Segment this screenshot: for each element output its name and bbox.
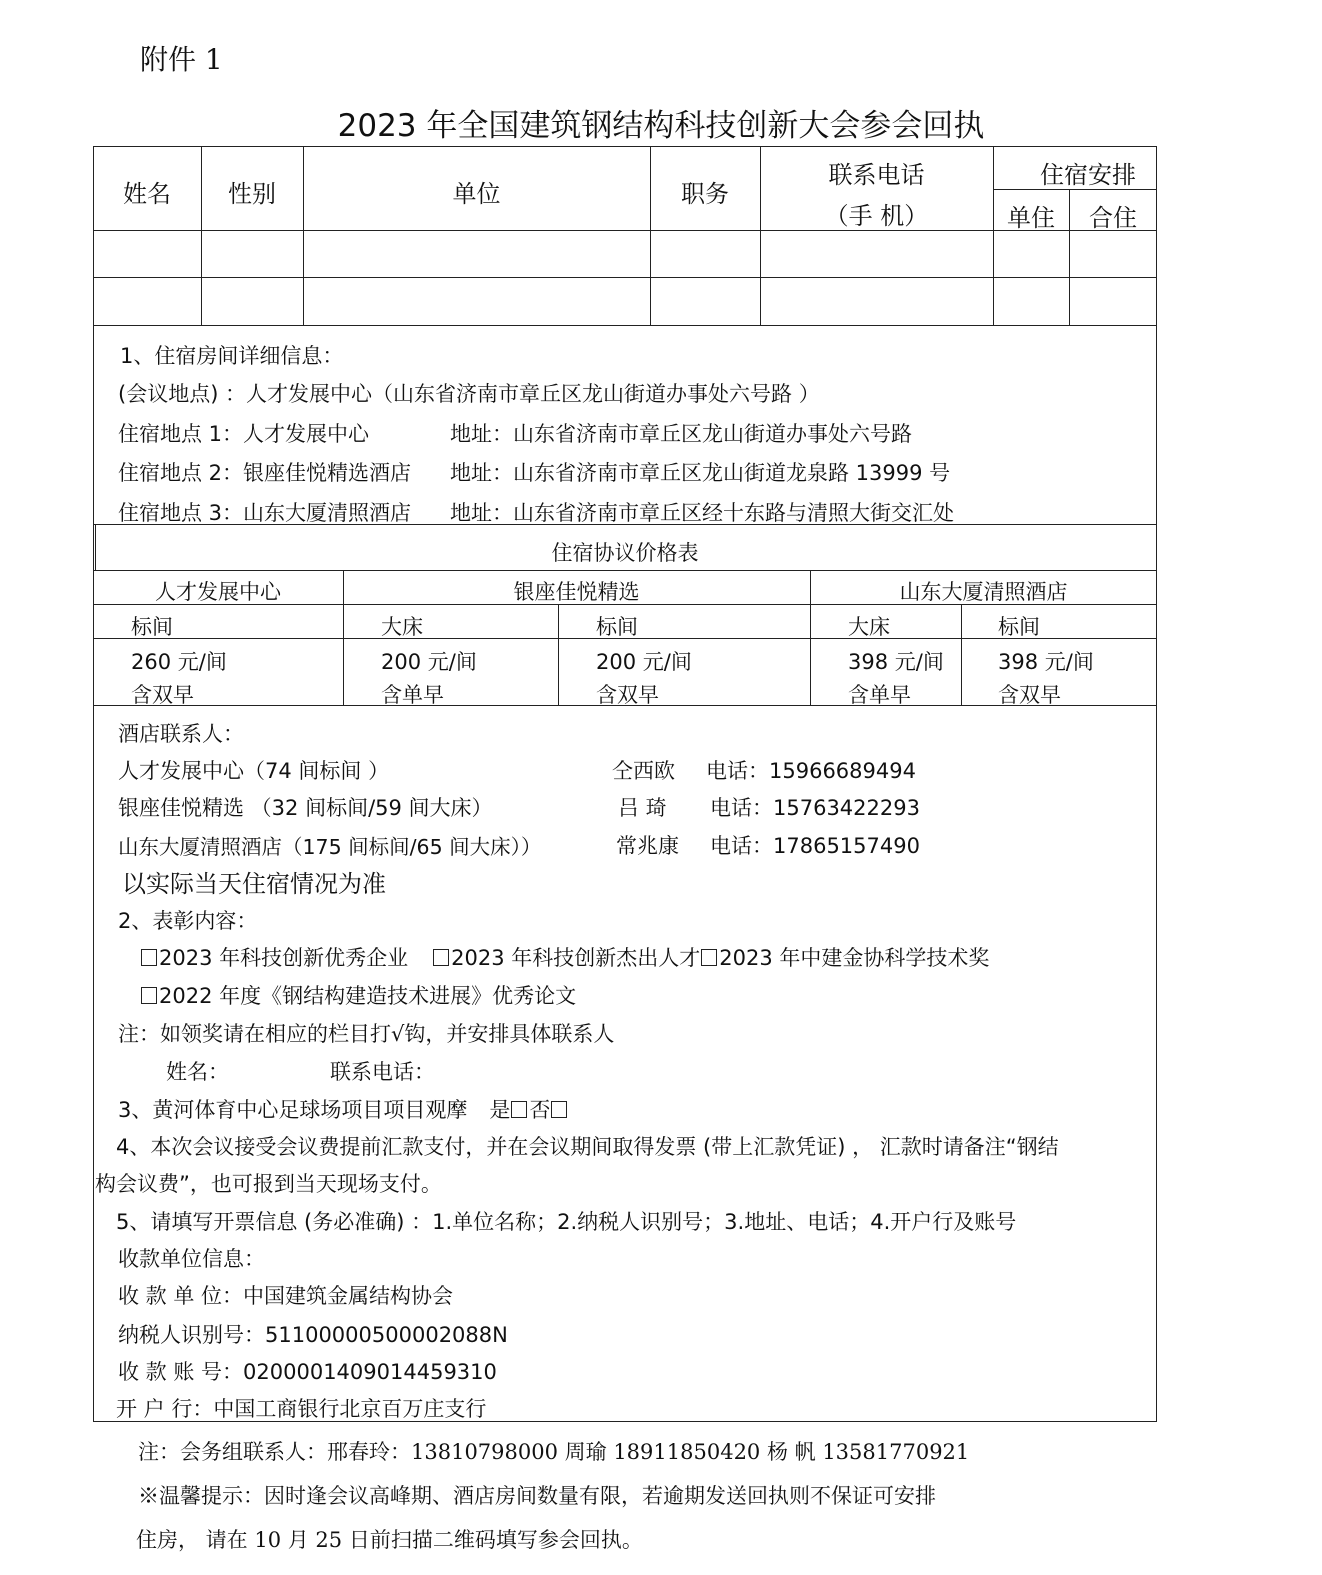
checkbox-award-3[interactable] bbox=[701, 949, 717, 966]
checkbox-yes[interactable] bbox=[511, 1101, 527, 1118]
payee-heading: 收款单位信息： bbox=[118, 1247, 265, 1271]
room-breakfast-1: 含双早 bbox=[131, 683, 194, 707]
checkbox-award-1[interactable] bbox=[141, 949, 157, 966]
reminder-line1: ※温馨提示：因时逢会议高峰期、酒店房间数量有限，若逾期发送回执则不保证可安排 bbox=[138, 1484, 936, 1508]
awards-row-1 bbox=[140, 942, 989, 972]
room-breakfast-5: 含双早 bbox=[998, 683, 1061, 707]
contact-hotel-3: 山东大厦清照酒店（175 间标间/65 间大床）） bbox=[118, 835, 542, 859]
awards-phone-label: 联系电话： bbox=[330, 1060, 435, 1084]
payee-bank: 开 户 行：中国工商银行北京百万庄支行 bbox=[116, 1397, 487, 1421]
award-2-label: 2023 年科技创新杰出人才 bbox=[451, 946, 701, 970]
organizer-contacts: 注：会务组联系人：邢春玲：13810798000 周瑜 18911850420 杨 帆 13581770921 bbox=[138, 1440, 970, 1464]
awards-row-2 bbox=[140, 980, 576, 1010]
room-type-2: 大床 bbox=[381, 615, 423, 639]
lodging-place-3: 住宿地点 3：山东大厦清照酒店 bbox=[118, 501, 412, 525]
awards-name-label: 姓名： bbox=[166, 1060, 229, 1084]
room-price-5: 398 元/间 bbox=[998, 650, 1094, 674]
contact-person-1: 仝西欧 bbox=[612, 759, 675, 783]
contact-phone-1: 电话：15966689494 bbox=[706, 759, 916, 783]
meeting-venue: (会议地点) ：人才发展中心（山东省济南市章丘区龙山街道办事处六号路 ） bbox=[118, 382, 820, 406]
item3-yes-label: 是 bbox=[489, 1098, 511, 1122]
item3-text: 3、黄河体育中心足球场项目项目观摩 bbox=[118, 1098, 468, 1122]
header-phone-mobile: （手 机） bbox=[824, 202, 929, 230]
lodging-address-2: 地址：山东省济南市章丘区龙山街道龙泉路 13999 号 bbox=[450, 461, 951, 485]
header-gender: 性别 bbox=[228, 180, 276, 208]
contact-phone-2: 电话：15763422293 bbox=[710, 796, 920, 820]
room-type-1: 标间 bbox=[131, 615, 173, 639]
award-1-label: 2023 年科技创新优秀企业 bbox=[159, 946, 409, 970]
room-type-4: 大床 bbox=[848, 615, 890, 639]
header-unit: 单位 bbox=[452, 180, 501, 208]
price-table-title: 住宿协议价格表 bbox=[551, 541, 699, 565]
price-hotel-2: 银座佳悦精选 bbox=[513, 580, 640, 604]
checkbox-award-2[interactable] bbox=[433, 949, 449, 966]
header-position: 职务 bbox=[681, 180, 729, 208]
room-breakfast-3: 含双早 bbox=[596, 683, 659, 707]
lodging-address-3: 地址：山东省济南市章丘区经十东路与清照大街交汇处 bbox=[450, 501, 954, 525]
checkbox-no[interactable] bbox=[551, 1101, 567, 1118]
header-name: 姓名 bbox=[123, 180, 171, 208]
room-breakfast-2: 含单早 bbox=[381, 683, 444, 707]
contacts-heading: 酒店联系人： bbox=[118, 722, 244, 746]
page-title: 2023 年全国建筑钢结构科技创新大会参会回执 bbox=[337, 108, 985, 144]
room-type-3: 标间 bbox=[596, 615, 638, 639]
payee-unit: 收 款 单 位：中国建筑金属结构协会 bbox=[118, 1284, 454, 1308]
contact-hotel-2: 银座佳悦精选 （32 间标间/59 间大床） bbox=[118, 796, 493, 820]
contact-person-3: 常兆康 bbox=[616, 834, 679, 858]
price-hotel-3: 山东大厦清照酒店 bbox=[899, 580, 1068, 604]
room-breakfast-4: 含单早 bbox=[848, 683, 911, 707]
item4-line2: 构会议费”，也可报到当天现场支付。 bbox=[95, 1172, 442, 1196]
award-3-label: 2023 年中建金协科学技术奖 bbox=[719, 946, 990, 970]
price-hotel-1: 人才发展中心 bbox=[155, 580, 281, 604]
award-4-label: 2022 年度《钢结构建造技术进展》优秀论文 bbox=[159, 984, 577, 1008]
checkbox-award-4[interactable] bbox=[141, 987, 157, 1004]
room-price-3: 200 元/间 bbox=[596, 650, 692, 674]
contact-phone-3: 电话：17865157490 bbox=[710, 834, 920, 858]
item3-no-label: 否 bbox=[529, 1098, 551, 1122]
payee-account: 收 款 账 号：0200001409014459310 bbox=[118, 1360, 497, 1384]
lodging-heading: 1、住宿房间详细信息： bbox=[120, 344, 344, 368]
item3-row bbox=[118, 1094, 569, 1124]
awards-heading: 2、表彰内容： bbox=[118, 909, 258, 933]
payee-tax-id: 纳税人识别号：51100000500002088N bbox=[118, 1323, 508, 1347]
header-single-room: 单住 bbox=[1007, 204, 1055, 232]
contact-hotel-1: 人才发展中心（74 间标间 ） bbox=[118, 759, 390, 783]
item4-line1: 4、本次会议接受会议费提前汇款支付，并在会议期间取得发票 (带上汇款凭证) ， 汇款时请备注“钢结 bbox=[116, 1135, 1059, 1159]
header-lodging: 住宿安排 bbox=[1040, 161, 1136, 189]
awards-note: 注：如领奖请在相应的栏目打√钩，并安排具体联系人 bbox=[118, 1022, 615, 1046]
room-price-2: 200 元/间 bbox=[381, 650, 477, 674]
lodging-place-2: 住宿地点 2：银座佳悦精选酒店 bbox=[118, 461, 412, 485]
room-price-1: 260 元/间 bbox=[131, 650, 227, 674]
room-price-4: 398 元/间 bbox=[848, 650, 944, 674]
attachment-label: 附件 1 bbox=[140, 43, 223, 76]
header-phone: 联系电话 bbox=[828, 161, 925, 189]
lodging-address-1: 地址：山东省济南市章丘区龙山街道办事处六号路 bbox=[450, 422, 912, 446]
header-shared-room: 合住 bbox=[1089, 204, 1137, 232]
contacts-note: 以实际当天住宿情况为准 bbox=[122, 870, 386, 898]
reminder-line2: 住房， 请在 10 月 25 日前扫描二维码填写参会回执。 bbox=[136, 1528, 643, 1552]
item5-text: 5、请填写开票信息 (务必准确) ：1.单位名称；2.纳税人识别号；3.地址、电话；4.开户行及账号 bbox=[116, 1210, 1017, 1234]
room-type-5: 标间 bbox=[998, 615, 1040, 639]
lodging-place-1: 住宿地点 1：人才发展中心 bbox=[118, 422, 370, 446]
contact-person-2: 吕 琦 bbox=[618, 796, 667, 820]
